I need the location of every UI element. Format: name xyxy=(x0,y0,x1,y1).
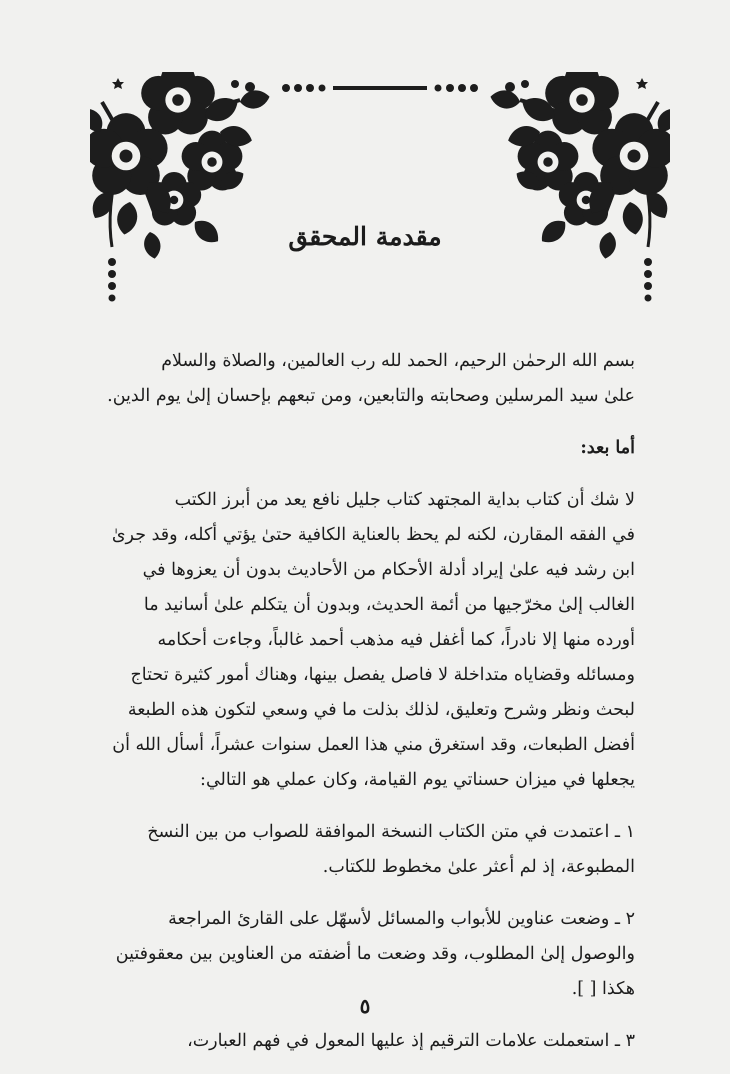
text-line: ومسائله وقضاياه متداخلة لا فاصل يفصل بينها، وهناك أمور كثيرة تحتاج xyxy=(130,665,635,685)
body-text xyxy=(100,344,635,1059)
text-line: لا شك أن كتاب بداية المجتهد كتاب جليل نافع يعد من أبرز الكتب xyxy=(174,490,635,510)
list-item-2-line: والوصول إلىٰ المطلوب، وقد وضعت ما أضفته من العناوين بين معقوفتين xyxy=(115,944,635,964)
list-item-2-line: هكذا [ ]. xyxy=(571,979,635,999)
list-item-2-line: ٢ ـ وضعت عناوين للأبواب والمسائل لأسهّل على القارئ المراجعة xyxy=(168,909,635,929)
text-line: ابن رشد فيه علىٰ إيراد أدلة الأحكام من الأحاديث بدون أن يعزوها في xyxy=(142,560,635,580)
text-line: بسم الله الرحمٰن الرحيم، الحمد لله رب العالمين، والصلاة والسلام xyxy=(161,351,635,371)
page-number: ٥ xyxy=(359,994,371,1018)
text-line: علىٰ سيد المرسلين وصحابته والتابعين، ومن تبعهم بإحسان إلىٰ يوم الدين. xyxy=(107,386,635,406)
text-line: أورده منها إلا نادراً، كما أغفل فيه مذهب أحمد غالباً، وجاءت أحكامه xyxy=(157,630,635,650)
text-line: الغالب إلىٰ مخرّجيها من أئمة الحديث، وبدون أن يتكلم علىٰ أسانيد ما xyxy=(143,595,635,615)
text-line: يجعلها في ميزان حسناتي يوم القيامة، وكان عملي هو التالي: xyxy=(200,770,635,790)
section-heading: أما بعد: xyxy=(580,438,635,458)
list-item-1-line: ١ ـ اعتمدت في متن الكتاب النسخة الموافقة للصواب من بين النسخ xyxy=(147,822,635,842)
list-item-1-line: المطبوعة، إذ لم أعثر علىٰ مخطوط للكتاب. xyxy=(322,857,635,877)
list-item-3-line: ٣ ـ استعملت علامات الترقيم إذ عليها المعول في فهم العبارت، xyxy=(187,1031,635,1051)
text-line: أفضل الطبعات، وقد استغرق مني هذا العمل سنوات عشراً، أسأل الله أن xyxy=(112,735,635,755)
text-line: لبحث ونظر وشرح وتعليق، لذلك بذلت ما في وسعي لتكون هذه الطبعة xyxy=(127,700,635,720)
chapter-title: مقدمة المحقق xyxy=(288,222,442,251)
text-line: في الفقه المقارن، لكنه لم يحظ بالعناية الكافية حتىٰ يؤتي أكله، وقد جرىٰ xyxy=(111,525,635,545)
floral-frame-ornament xyxy=(90,72,670,312)
